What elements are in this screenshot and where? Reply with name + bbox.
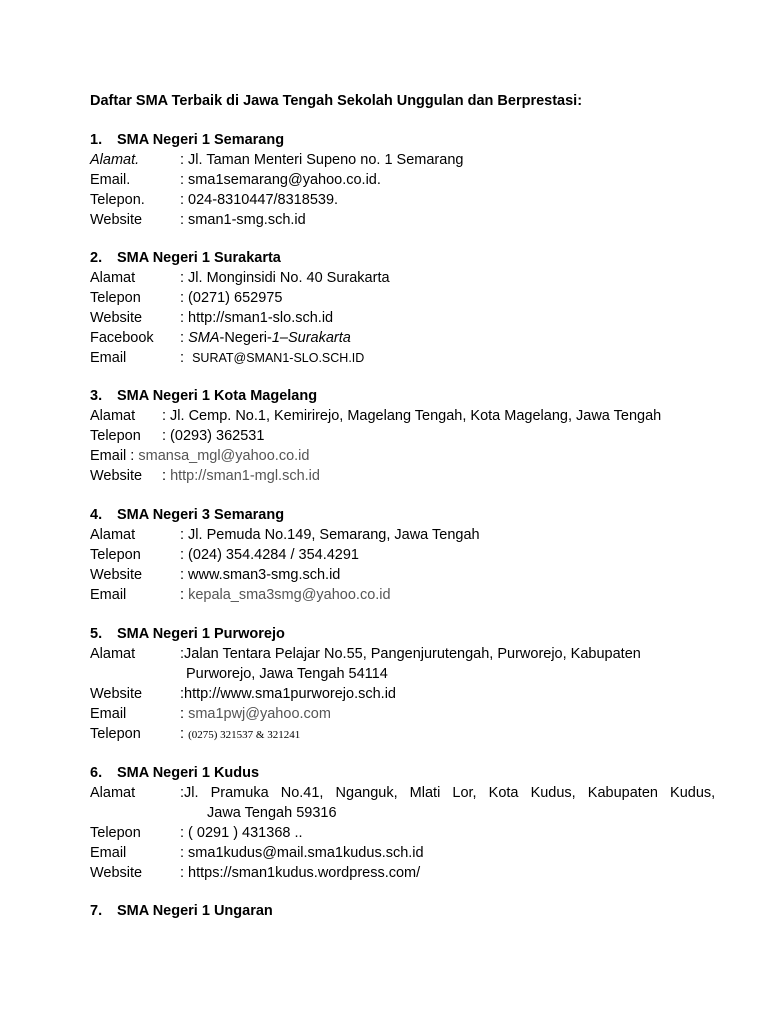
email-row bbox=[90, 704, 690, 724]
school-name: SMA Negeri 1 Surakarta bbox=[117, 250, 281, 266]
document-title: Daftar SMA Terbaik di Jawa Tengah Sekolah Unggulan dan Berprestasi: bbox=[90, 93, 583, 109]
school-heading bbox=[90, 763, 690, 783]
address-row bbox=[90, 406, 690, 426]
school-name: SMA Negeri 1 Kudus bbox=[117, 765, 260, 781]
school-entry-5 bbox=[90, 624, 690, 744]
email-address: smansa_mgl@yahoo.co.id bbox=[138, 448, 310, 464]
website-value: : www.sman3-smg.sch.id bbox=[180, 567, 341, 583]
address-value: : Jl. Monginsidi No. 40 Surakarta bbox=[180, 270, 390, 286]
website-value: : sman1-smg.sch.id bbox=[180, 212, 306, 228]
phone-label: Telepon bbox=[90, 825, 141, 841]
school-entry-2 bbox=[90, 248, 690, 368]
address-row bbox=[90, 525, 690, 545]
website-separator: : bbox=[162, 468, 171, 484]
email-separator: : bbox=[180, 706, 189, 722]
address-label: Alamat bbox=[90, 527, 136, 543]
address-value-line-2: Purworejo, Jawa Tengah 54114 bbox=[186, 666, 388, 682]
website-row bbox=[90, 308, 690, 328]
phone-value: : (024) 354.4284 / 354.4291 bbox=[180, 547, 359, 563]
facebook-separator: : bbox=[180, 330, 189, 346]
phone-label: Telepon bbox=[90, 726, 141, 742]
phone-value bbox=[180, 724, 300, 744]
school-entry-7 bbox=[90, 901, 690, 921]
website-row bbox=[90, 684, 690, 704]
email-value bbox=[126, 446, 309, 466]
address-value: : Jl. Taman Menteri Supeno no. 1 Semarang bbox=[180, 152, 464, 168]
website-label: Website bbox=[90, 567, 143, 583]
phone-number: (0275) 321537 & 321241 bbox=[188, 729, 301, 741]
school-entry-3 bbox=[90, 386, 690, 486]
address-value: : Jl. Pemuda No.149, Semarang, Jawa Tengah bbox=[180, 527, 480, 543]
phone-row bbox=[90, 190, 690, 210]
school-heading bbox=[90, 505, 690, 525]
phone-row bbox=[90, 288, 690, 308]
facebook-part-negeri: -Negeri- bbox=[219, 330, 272, 346]
email-value: : sma1semarang@yahoo.co.id. bbox=[180, 172, 381, 188]
phone-label: Telepon bbox=[90, 290, 141, 306]
phone-row bbox=[90, 426, 690, 446]
school-heading bbox=[90, 386, 690, 406]
website-value: :http://www.sma1purworejo.sch.id bbox=[180, 686, 396, 702]
email-label: Email bbox=[90, 845, 127, 861]
facebook-part-surakarta: 1–Surakarta bbox=[271, 330, 351, 346]
website-row bbox=[90, 863, 690, 883]
address-label: Alamat bbox=[90, 270, 136, 286]
email-separator: : bbox=[180, 350, 193, 366]
school-entry-6 bbox=[90, 763, 716, 883]
school-heading bbox=[90, 901, 690, 921]
address-label: Alamat bbox=[90, 408, 136, 424]
website-row bbox=[90, 565, 690, 585]
school-heading bbox=[90, 248, 690, 268]
email-value bbox=[180, 585, 391, 605]
school-name: SMA Negeri 1 Ungaran bbox=[117, 903, 273, 919]
phone-label: Telepon bbox=[90, 547, 141, 563]
website-label: Website bbox=[90, 686, 143, 702]
school-number: 6. bbox=[90, 765, 103, 781]
facebook-label: Facebook bbox=[90, 330, 154, 346]
address-row bbox=[90, 783, 716, 803]
address-continuation-row bbox=[90, 664, 690, 684]
website-label: Website bbox=[90, 468, 143, 484]
school-heading bbox=[90, 130, 690, 150]
email-address: SURAT@SMAN1-SLO.SCH.ID bbox=[192, 351, 365, 365]
email-label: Email bbox=[90, 350, 127, 366]
address-value: : Jl. Cemp. No.1, Kemirirejo, Magelang Tengah, Kota Magelang, Jawa Tengah bbox=[162, 408, 662, 424]
email-label: Email bbox=[90, 587, 127, 603]
address-row bbox=[90, 268, 690, 288]
facebook-value bbox=[180, 328, 351, 348]
email-label: Email. bbox=[90, 172, 131, 188]
school-number: 5. bbox=[90, 626, 103, 642]
school-name: SMA Negeri 1 Purworejo bbox=[117, 626, 285, 642]
email-row bbox=[90, 170, 690, 190]
school-name: SMA Negeri 1 Kota Magelang bbox=[117, 388, 318, 404]
school-number: 2. bbox=[90, 250, 103, 266]
website-value: : https://sman1kudus.wordpress.com/ bbox=[180, 865, 421, 881]
school-number: 1. bbox=[90, 132, 103, 148]
website-label: Website bbox=[90, 212, 143, 228]
email-label: Email bbox=[90, 448, 127, 464]
school-entry-4 bbox=[90, 505, 690, 605]
phone-row bbox=[90, 545, 690, 565]
website-value: : http://sman1-slo.sch.id bbox=[180, 310, 334, 326]
school-heading bbox=[90, 624, 690, 644]
address-value-line-2: Jawa Tengah 59316 bbox=[207, 805, 337, 821]
email-value: : sma1kudus@mail.sma1kudus.sch.id bbox=[180, 845, 424, 861]
phone-value: : (0271) 652975 bbox=[180, 290, 283, 306]
school-number: 4. bbox=[90, 507, 103, 523]
address-value: :Jalan Tentara Pelajar No.55, Pangenjurutengah, Purworejo, Kabupaten bbox=[180, 646, 641, 662]
phone-value: : (0293) 362531 bbox=[162, 428, 265, 444]
email-label: Email bbox=[90, 706, 127, 722]
phone-label: Telepon. bbox=[90, 192, 145, 208]
email-row bbox=[90, 585, 690, 605]
website-value bbox=[162, 466, 320, 486]
phone-value: : 024-8310447/8318539. bbox=[180, 192, 339, 208]
school-number: 3. bbox=[90, 388, 103, 404]
phone-row bbox=[90, 823, 690, 843]
phone-value: : ( 0291 ) 431368 .. bbox=[180, 825, 303, 841]
email-separator: : bbox=[180, 587, 189, 603]
facebook-row bbox=[90, 328, 690, 348]
school-entry-1 bbox=[90, 130, 690, 230]
address-label: Alamat bbox=[90, 785, 136, 801]
website-row bbox=[90, 210, 690, 230]
address-value: :Jl. Pramuka No.41, Nganguk, Mlati Lor, Kota Kudus, Kabupaten Kudus, bbox=[180, 785, 716, 801]
website-url: http://sman1-mgl.sch.id bbox=[170, 468, 320, 484]
email-row bbox=[90, 348, 690, 368]
address-row bbox=[90, 644, 690, 664]
facebook-part-sma: SMA bbox=[188, 330, 220, 346]
school-number: 7. bbox=[90, 903, 103, 919]
email-value bbox=[180, 348, 364, 368]
website-label: Website bbox=[90, 865, 143, 881]
school-name: SMA Negeri 1 Semarang bbox=[117, 132, 285, 148]
address-label: Alamat. bbox=[90, 152, 140, 168]
school-name: SMA Negeri 3 Semarang bbox=[117, 507, 285, 523]
address-row bbox=[90, 150, 690, 170]
phone-label: Telepon bbox=[90, 428, 141, 444]
email-row bbox=[90, 446, 690, 466]
email-separator: : bbox=[126, 448, 139, 464]
email-address: sma1pwj@yahoo.com bbox=[188, 706, 331, 722]
email-value bbox=[180, 704, 331, 724]
website-row bbox=[90, 466, 690, 486]
phone-row bbox=[90, 724, 690, 744]
email-row bbox=[90, 843, 690, 863]
phone-separator: : bbox=[180, 726, 189, 742]
email-address: kepala_sma3smg@yahoo.co.id bbox=[188, 587, 391, 603]
address-continuation-row bbox=[90, 803, 690, 823]
address-label: Alamat bbox=[90, 646, 136, 662]
website-label: Website bbox=[90, 310, 143, 326]
